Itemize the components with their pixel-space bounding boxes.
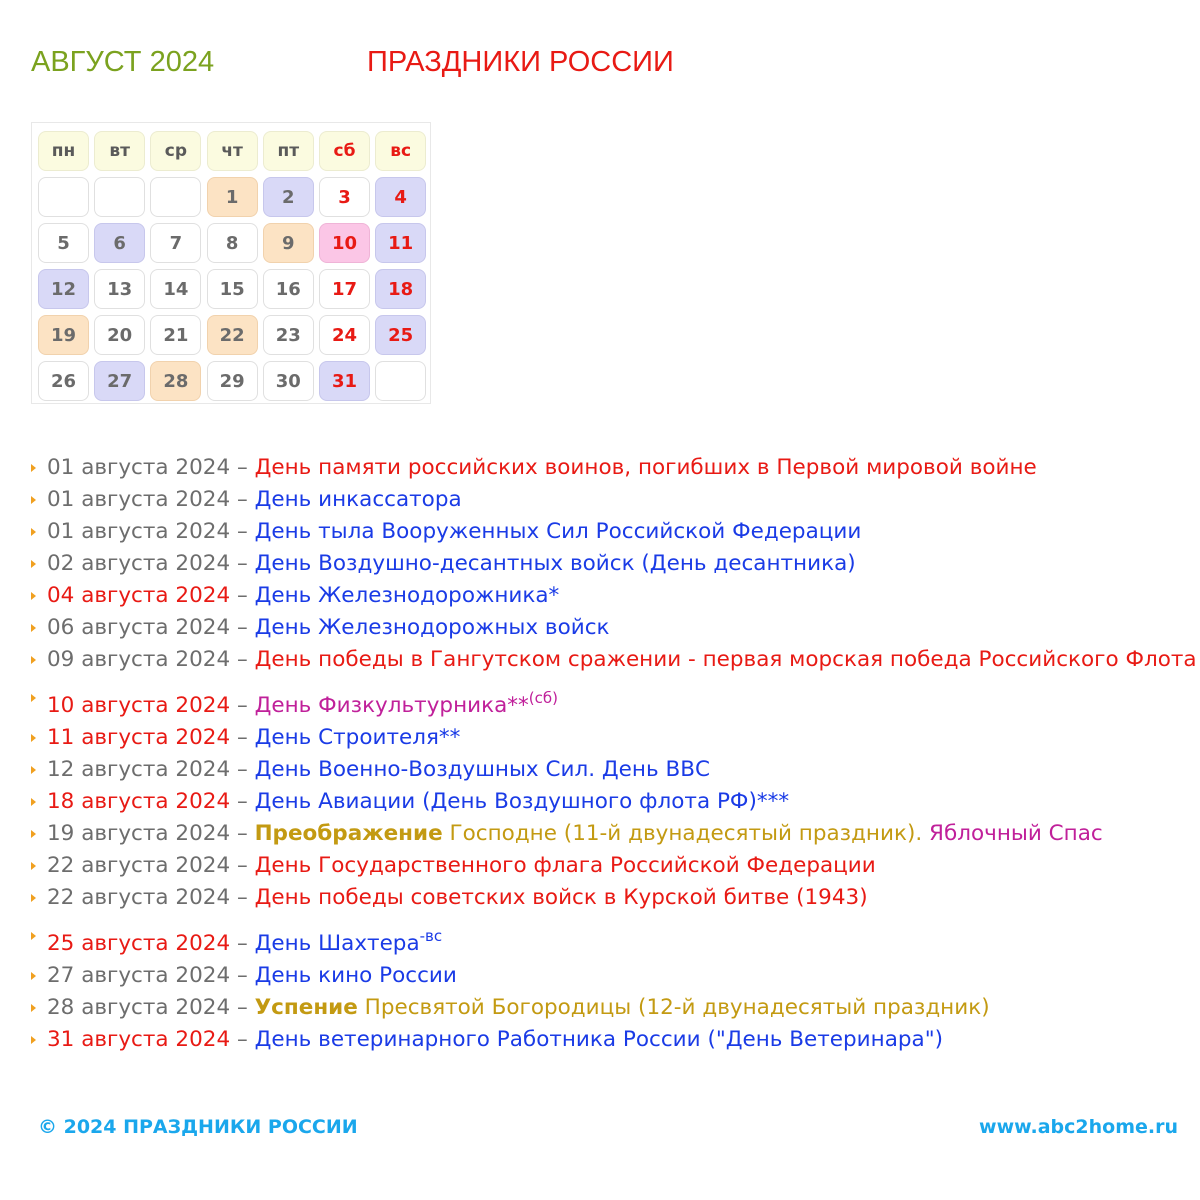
holiday-separator: – — [230, 885, 255, 910]
bullet-arrow-icon — [31, 766, 36, 774]
holiday-item — [30, 850, 1200, 882]
calendar-day[interactable]: 27 — [94, 361, 145, 401]
calendar-day[interactable]: 29 — [207, 361, 258, 401]
weekday-header: пн — [38, 131, 89, 171]
bullet-arrow-icon — [31, 1004, 36, 1012]
calendar-day[interactable]: 20 — [94, 315, 145, 355]
holiday-item — [30, 580, 1200, 612]
holiday-name[interactable]: День Государственного флага Российской Федерации — [254, 853, 876, 878]
holiday-separator: – — [230, 931, 255, 956]
bullet-arrow-icon — [31, 694, 36, 702]
calendar-day[interactable]: 17 — [319, 269, 370, 309]
bullet-arrow-icon — [31, 592, 36, 600]
holiday-name[interactable]: День тыла Вооруженных Сил Российской Федерации — [254, 519, 862, 544]
footer-url[interactable]: www.abc2home.ru — [979, 1116, 1178, 1138]
holiday-separator: – — [230, 853, 255, 878]
bullet-arrow-icon — [31, 862, 36, 870]
holiday-date: 11 августа 2024 — [47, 725, 231, 750]
bullet-arrow-icon — [31, 496, 36, 504]
holiday-item — [30, 992, 1200, 1024]
holiday-date: 04 августа 2024 — [47, 583, 231, 608]
holiday-name[interactable]: Яблочный Спас — [922, 821, 1103, 846]
bullet-arrow-icon — [31, 464, 36, 472]
holiday-name[interactable]: Преображение — [254, 821, 443, 846]
holiday-date: 22 августа 2024 — [47, 885, 231, 910]
holiday-note[interactable]: -вс — [419, 927, 443, 945]
holiday-date: 06 августа 2024 — [47, 615, 231, 640]
calendar-empty-cell — [94, 177, 145, 217]
holiday-list — [30, 452, 1200, 1056]
calendar-day[interactable]: 23 — [263, 315, 314, 355]
holiday-separator: – — [230, 615, 255, 640]
holiday-date: 25 августа 2024 — [47, 931, 231, 956]
calendar-day[interactable]: 8 — [207, 223, 258, 263]
holiday-separator: – — [230, 725, 255, 750]
holiday-name[interactable]: День Воздушно-десантных войск (День десантника) — [254, 551, 856, 576]
holiday-name[interactable]: День Шахтера — [254, 931, 420, 956]
calendar-day[interactable]: 18 — [375, 269, 426, 309]
bullet-arrow-icon — [31, 656, 36, 664]
calendar-empty-cell — [375, 361, 426, 401]
holiday-separator: – — [230, 995, 255, 1020]
calendar-day[interactable]: 6 — [94, 223, 145, 263]
holiday-separator: – — [230, 455, 255, 480]
bullet-arrow-icon — [31, 894, 36, 902]
holiday-name[interactable]: День Военно-Воздушных Сил. День ВВС — [254, 757, 710, 782]
site-title: ПРАЗДНИКИ РОССИИ — [367, 46, 674, 78]
holiday-separator: – — [230, 647, 255, 672]
calendar-day[interactable]: 9 — [263, 223, 314, 263]
calendar-day[interactable]: 13 — [94, 269, 145, 309]
holiday-separator: – — [230, 757, 255, 782]
calendar-day[interactable]: 12 — [38, 269, 89, 309]
holiday-item — [30, 754, 1200, 786]
weekday-header: чт — [207, 131, 258, 171]
calendar-day[interactable]: 4 — [375, 177, 426, 217]
holiday-date: 22 августа 2024 — [47, 853, 231, 878]
holiday-item — [30, 960, 1200, 992]
holiday-item — [30, 644, 1200, 676]
calendar-day[interactable]: 25 — [375, 315, 426, 355]
calendar-day[interactable]: 22 — [207, 315, 258, 355]
holiday-name[interactable]: День ветеринарного Работника России ("День Ветеринара") — [254, 1027, 943, 1052]
holiday-name[interactable]: День памяти российских воинов, погибших в Первой мировой войне — [254, 455, 1037, 480]
calendar-day[interactable]: 14 — [150, 269, 201, 309]
bullet-arrow-icon — [31, 624, 36, 632]
bullet-arrow-icon — [31, 1036, 36, 1044]
calendar-day[interactable]: 28 — [150, 361, 201, 401]
calendar-day[interactable]: 1 — [207, 177, 258, 217]
holiday-name[interactable]: Успение — [254, 995, 358, 1020]
holiday-date: 31 августа 2024 — [47, 1027, 231, 1052]
holiday-date: 02 августа 2024 — [47, 551, 231, 576]
calendar-day[interactable]: 24 — [319, 315, 370, 355]
calendar-day[interactable]: 7 — [150, 223, 201, 263]
holiday-item — [30, 452, 1200, 484]
holiday-separator: – — [230, 551, 255, 576]
holiday-separator: – — [230, 693, 255, 718]
calendar-day[interactable]: 19 — [38, 315, 89, 355]
holiday-separator: – — [230, 519, 255, 544]
calendar-day[interactable]: 11 — [375, 223, 426, 263]
calendar-day[interactable]: 26 — [38, 361, 89, 401]
calendar-day[interactable]: 15 — [207, 269, 258, 309]
holiday-item — [30, 786, 1200, 818]
holiday-item — [30, 516, 1200, 548]
holiday-name[interactable]: День инкассатора — [254, 487, 462, 512]
holiday-date: 10 августа 2024 — [47, 693, 231, 718]
holiday-separator: – — [230, 487, 255, 512]
holiday-name[interactable]: Господне (11-й двунадесятый праздник). — [442, 821, 923, 846]
holiday-name[interactable]: Пресвятой Богородицы (12-й двунадесятый праздник) — [357, 995, 990, 1020]
holiday-name[interactable]: День Авиации (День Воздушного флота РФ)*** — [254, 789, 790, 814]
calendar-empty-cell — [150, 177, 201, 217]
holiday-date: 12 августа 2024 — [47, 757, 231, 782]
calendar-day[interactable]: 10 — [319, 223, 370, 263]
holiday-item — [30, 1024, 1200, 1056]
holiday-name[interactable]: День кино России — [254, 963, 457, 988]
holiday-separator: – — [230, 821, 255, 846]
weekday-header: сб — [319, 131, 370, 171]
holiday-separator: – — [230, 789, 255, 814]
holiday-name[interactable]: День победы в Гангутском сражении - первая морская победа Российского Флота — [254, 647, 1197, 672]
holiday-item — [30, 612, 1200, 644]
holiday-item — [30, 722, 1200, 754]
bullet-arrow-icon — [31, 972, 36, 980]
holiday-date: 01 августа 2024 — [47, 455, 231, 480]
holiday-date: 01 августа 2024 — [47, 487, 231, 512]
calendar-day[interactable]: 30 — [263, 361, 314, 401]
weekday-header: вс — [375, 131, 426, 171]
bullet-arrow-icon — [31, 932, 36, 940]
calendar-day[interactable]: 2 — [263, 177, 314, 217]
holiday-name[interactable]: День Физкультурника** — [254, 693, 529, 718]
holiday-separator: – — [230, 583, 255, 608]
holiday-name[interactable]: День победы советских войск в Курской битве (1943) — [254, 885, 868, 910]
holiday-date: 09 августа 2024 — [47, 647, 231, 672]
holiday-separator: – — [230, 963, 255, 988]
weekday-header: вт — [94, 131, 145, 171]
holiday-item — [30, 682, 1200, 722]
calendar-day[interactable]: 31 — [319, 361, 370, 401]
holiday-item — [30, 920, 1200, 960]
bullet-arrow-icon — [31, 798, 36, 806]
holiday-item — [30, 818, 1200, 850]
bullet-arrow-icon — [31, 734, 36, 742]
holiday-note[interactable]: (сб) — [528, 689, 558, 707]
calendar-day[interactable]: 5 — [38, 223, 89, 263]
calendar-grid — [31, 122, 431, 404]
month-title: АВГУСТ 2024 — [31, 46, 215, 78]
holiday-date: 19 августа 2024 — [47, 821, 231, 846]
calendar-day[interactable]: 3 — [319, 177, 370, 217]
holiday-name[interactable]: День Строителя** — [254, 725, 461, 750]
calendar-day[interactable]: 21 — [150, 315, 201, 355]
holiday-date: 01 августа 2024 — [47, 519, 231, 544]
calendar-empty-cell — [38, 177, 89, 217]
holiday-date: 18 августа 2024 — [47, 789, 231, 814]
calendar-day[interactable]: 16 — [263, 269, 314, 309]
holiday-date: 28 августа 2024 — [47, 995, 231, 1020]
weekday-header: ср — [150, 131, 201, 171]
holiday-name[interactable]: День Железнодорожника* — [254, 583, 560, 608]
bullet-arrow-icon — [31, 528, 36, 536]
holiday-separator: – — [230, 1027, 255, 1052]
bullet-arrow-icon — [31, 560, 36, 568]
weekday-header: пт — [263, 131, 314, 171]
bullet-arrow-icon — [31, 830, 36, 838]
holiday-date: 27 августа 2024 — [47, 963, 231, 988]
holiday-item — [30, 882, 1200, 914]
holiday-item — [30, 484, 1200, 516]
holiday-item — [30, 548, 1200, 580]
footer-copyright: © 2024 ПРАЗДНИКИ РОССИИ — [38, 1116, 358, 1138]
holiday-name[interactable]: День Железнодорожных войск — [254, 615, 610, 640]
